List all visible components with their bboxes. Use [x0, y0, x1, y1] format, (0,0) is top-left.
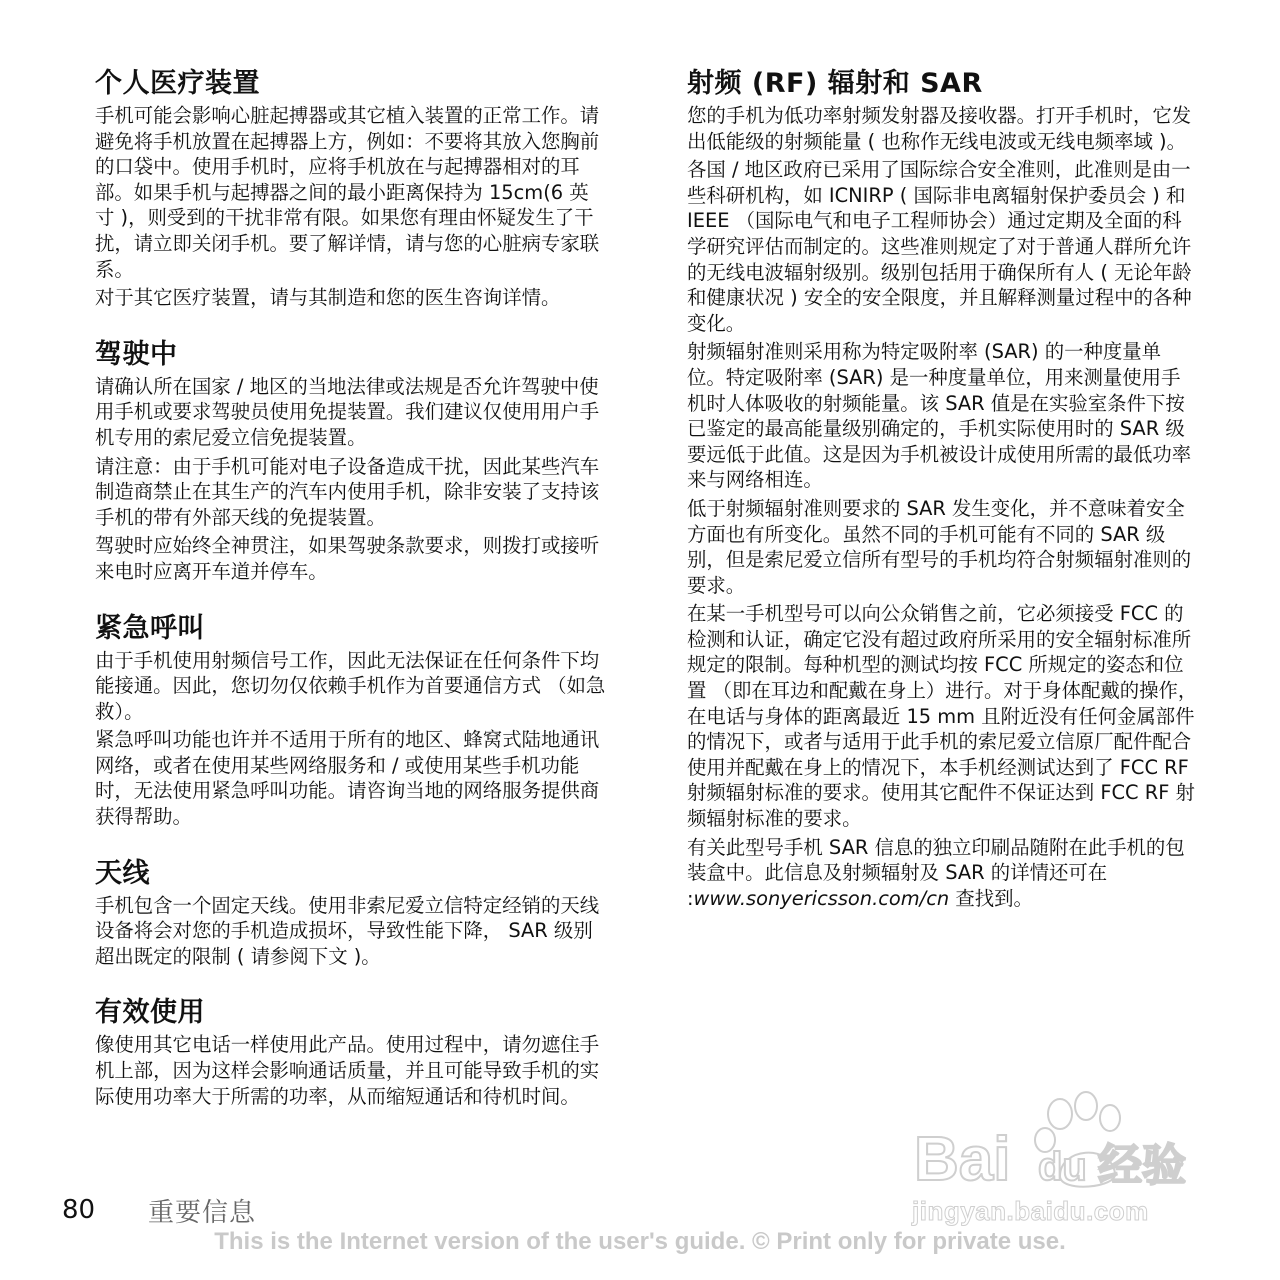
- page-number: 80: [62, 1195, 96, 1225]
- paragraph: 请确认所在国家 / 地区的当地法律或法规是否允许驾驶中使用手机或要求驾驶员使用免提装置。我们建议仅使用用户手机专用的索尼爱立信免提装置。: [95, 374, 600, 449]
- paragraph: 射频辐射准则采用称为特定吸附率 (SAR) 的一种度量单位。特定吸附率 (SAR) 是一种度量单位，用来测量使用手机时人体吸收的射频能量。该 SAR 值是在实验室条件下按已鉴定的最高能量级别确定的，手机实际使用时的 SAR 级要远低于此值。这是因为手机被设计成使用所需的最低功率来与网络相连。: [687, 340, 1192, 492]
- paragraph-with-url: [687, 835, 1199, 912]
- section-heading: 有效使用: [95, 997, 205, 1029]
- watermark-url: jingyan.baidu.com: [912, 1196, 1149, 1226]
- section-personal-medical-devices: [95, 66, 607, 311]
- paragraph: 由于手机使用射频信号工作，因此无法保证在任何条件下均能接通。因此，您切勿仅依赖手机作为首要通信方式 （如急救）。: [95, 648, 606, 723]
- running-title: 重要信息: [148, 1198, 257, 1228]
- section-antenna: [95, 856, 607, 970]
- section-heading: 天线: [95, 857, 150, 889]
- paragraph-text: 查找到。: [949, 886, 1033, 910]
- paragraph: 在某一手机型号可以向公众销售之前，它必须接受 FCC 的检测和认证，确定它没有超过政府所采用的安全辐射标准所规定的限制。每种机型的测试均按 FCC 所规定的姿态和位置 （即在耳边和配戴在身上）进行。对于身体配戴的操作，在电话与身体的距离最近 15 mm 且附近没有任何金属部件的情况下，或者与适用于此手机的索尼爱立信原厂配件配合使用并配戴在身上的情况下，本手机经测试达到了 FCC RF 射频辐射标准的要求。使用其它配件不保证达到 FCC RF 射频辐射标准的要求。: [687, 602, 1198, 831]
- section-heading: 紧急呼叫: [95, 612, 205, 644]
- right-column: [687, 66, 1199, 914]
- section-efficient-use: [95, 995, 607, 1109]
- paragraph-text: 有关此型号手机 SAR 信息的独立印刷品随附在此手机的包装盒中。此信息及射频辐射及 SAR 的详情还可在 :: [687, 835, 1185, 910]
- paragraph: 您的手机为低功率射频发射器及接收器。打开手机时，它发出低能级的射频能量 ( 也称作无线电波或无线电频率域 )。: [687, 104, 1192, 153]
- section-heading: 个人医疗装置: [95, 68, 260, 99]
- footer-note: This is the Internet version of the user's guide. © Print only for private use.: [214, 1228, 1066, 1255]
- paragraph: 像使用其它电话一样使用此产品。使用过程中，请勿遮住手机上部，因为这样会影响通话质量，并且可能导致手机的实际使用功率大于所需的功率，从而缩短通话和待机时间。: [95, 1033, 600, 1108]
- svg-text:du: du: [1038, 1145, 1087, 1189]
- section-heading: 射频 (RF) 辐射和 SAR: [687, 68, 983, 99]
- paragraph: 各国 / 地区政府已采用了国际综合安全准则，此准则是由一些科研机构，如 ICNIRP ( 国际非电离辐射保护委员会 ) 和 IEEE （国际电气和电子工程师协会）通过定期及全面的科学研究评估而制定的。这些准则规定了对于普通人群所允许的无线电波辐射级别。级别包括用于确保所有人 ( 无论年龄和健康状况 ) 安全的安全限度，并且解释测量过程中的各种变化。: [687, 158, 1192, 335]
- paragraph: 手机可能会影响心脏起搏器或其它植入装置的正常工作。请避免将手机放置在起搏器上方，例如：不要将其放入您胸前的口袋中。使用手机时，应将手机放在与起搏器相对的耳部。如果手机与起搏器之间的最小距离保持为 15cm(6 英寸 )，则受到的干扰非常有限。如果您有理由怀疑发生了干扰，请立即关闭手机。要了解详情，请与您的心脏病专家联系。: [95, 104, 600, 281]
- left-column: [95, 66, 607, 1135]
- paragraph: 驾驶时应始终全神贯注，如果驾驶条款要求，则拨打或接听来电时应离开车道并停车。: [95, 534, 600, 583]
- website-link[interactable]: www.sonyericsson.com/cn: [693, 886, 950, 910]
- section-emergency-calls: [95, 611, 607, 830]
- paragraph: 紧急呼叫功能也许并不适用于所有的地区、蜂窝式陆地通讯网络，或者在使用某些网络服务和 / 或使用某些手机功能时，无法使用紧急呼叫功能。请咨询当地的网络服务提供商获得帮助。: [95, 728, 600, 829]
- svg-text:经验: 经验: [1098, 1140, 1186, 1191]
- section-driving: [95, 337, 607, 585]
- paragraph: 请注意：由于手机可能对电子设备造成干扰，因此某些汽车制造商禁止在其生产的汽车内使用手机，除非安装了支持该手机的带有外部天线的免提装置。: [95, 454, 600, 529]
- section-heading: 驾驶中: [95, 338, 178, 370]
- section-rf-sar: [687, 66, 1199, 911]
- paragraph: 对于其它医疗装置，请与其制造和您的医生咨询详情。: [95, 286, 561, 310]
- svg-text:Bai: Bai: [914, 1125, 1011, 1194]
- paragraph: 手机包含一个固定天线。使用非索尼爱立信特定经销的天线设备将会对您的手机造成损坏，导致性能下降， SAR 级别超出既定的限制 ( 请参阅下文 )。: [95, 893, 600, 968]
- paragraph: 低于射频辐射准则要求的 SAR 发生变化，并不意味着安全方面也有所变化。虽然不同的手机可能有不同的 SAR 级别，但是索尼爱立信所有型号的手机均符合射频辐射准则的要求。: [687, 496, 1192, 597]
